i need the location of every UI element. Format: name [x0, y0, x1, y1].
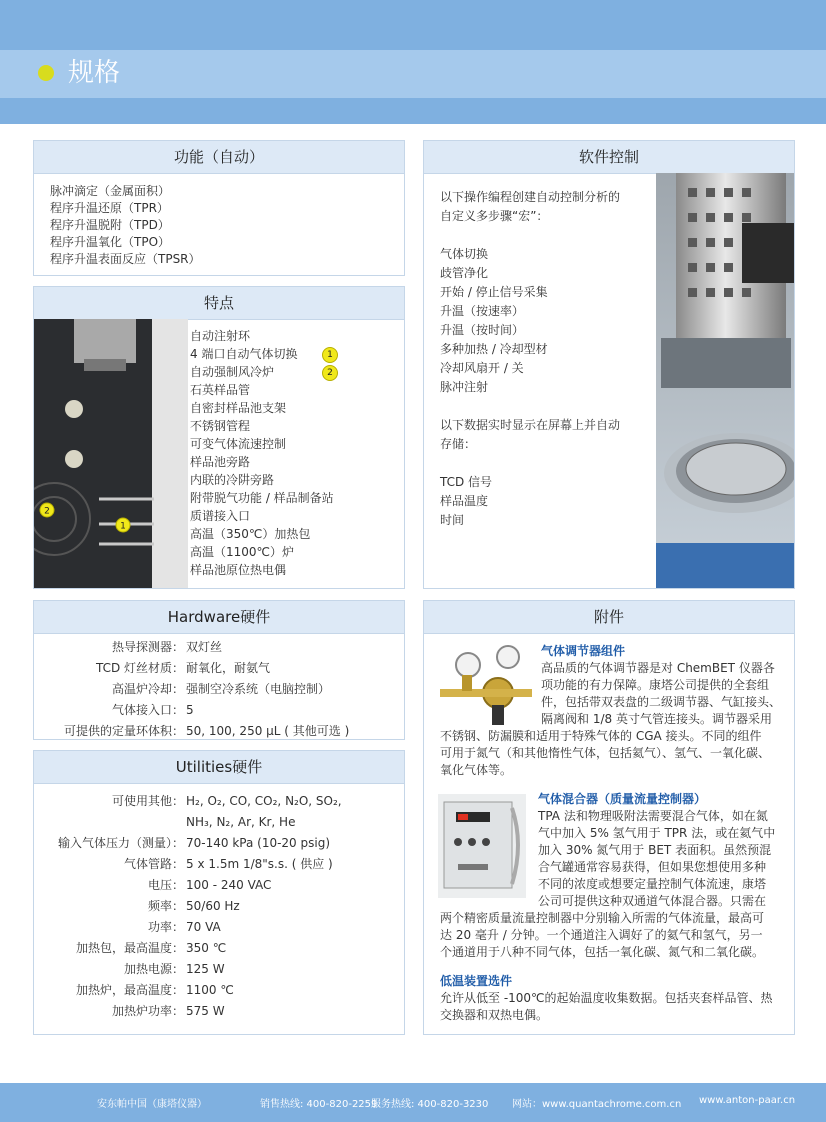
accessories-panel [423, 600, 795, 1035]
realtime-item: 时间 [440, 513, 465, 527]
feature-item: 质谱接入口 [190, 509, 251, 523]
furnace-photo [656, 173, 795, 589]
table-row: 电压： 100 - 240 VAC [147, 878, 272, 892]
table-row: 热导探测器： 双灯丝 [111, 640, 223, 654]
list-item: 程序升温氧化（TPO） [50, 235, 171, 249]
footer-bar [0, 1083, 826, 1122]
table-row: 加热包，最高温度： 350 ℃ [75, 941, 227, 955]
list-item: 程序升温脱附（TPD） [50, 218, 170, 232]
hardware-panel [33, 600, 405, 740]
table-row: 功率： 70 VA [147, 920, 221, 934]
feature-badge: 2 [322, 365, 338, 381]
functions-panel [33, 140, 405, 276]
title-bullet-icon [38, 65, 54, 81]
feature-item: 附带脱气功能 / 样品制备站 [190, 491, 334, 505]
instrument-back-photo [34, 319, 188, 589]
macro-item: 歧管净化 [440, 266, 489, 280]
footer-sales-hotline: 销售热线: 400-820-2259 [260, 1099, 378, 1110]
list-item: 脉冲滴定（金属面积） [50, 184, 171, 198]
cryo-text: 允许从低至 -100℃的起始温度收集数据。包括夹套样品管、热 交换器和双热电偶。 [440, 991, 773, 1022]
feature-item: 石英样品管 [190, 383, 251, 397]
feature-badge: 1 [322, 347, 338, 363]
list-item: 程序升温表面反应（TPSR） [50, 252, 201, 266]
realtime-item: TCD 信号 [440, 475, 493, 489]
photo-badge-label: 1 [120, 521, 126, 532]
mixer-section [440, 791, 785, 961]
realtime-item: 样品温度 [440, 494, 489, 508]
table-row: 频率： 50/60 Hz [147, 899, 240, 913]
feature-item: 样品池旁路 [190, 455, 251, 469]
functions-list [50, 183, 201, 268]
software-intro-line: 自定义多步骤“宏”： [440, 209, 549, 223]
regulator-title: 气体调节器组件 [541, 644, 626, 658]
feature-item: 不锈钢管程 [190, 419, 251, 433]
software-heading: 软件控制 [424, 141, 794, 174]
functions-heading: 功能（自动） [34, 141, 404, 174]
utilities-heading: Utilities硬件 [34, 751, 404, 784]
table-row: TCD 灯丝材质： 耐氧化，耐氨气 [95, 661, 271, 675]
cryo-section [440, 973, 785, 1024]
table-row: 可提供的定量环体积： 50, 100, 250 μL ( 其他可选 ) [63, 724, 350, 738]
realtime-intro-line: 存储： [440, 437, 477, 451]
table-row: 气体管路： 5 x 1.5m 1/8"s.s. ( 供应 ) [123, 857, 333, 871]
feature-item: 内联的冷阱旁路 [190, 473, 275, 487]
regulator-section [440, 643, 785, 779]
mixer-text: TPA 法和物理吸附法需要混合气体，如在氮 气中加入 5% 氢气用于 TPR 法，或在氦气中 加入 30% 氮气用于 BET 表面积。虽然预混 合气罐通常容易获得，但如果您想使用多种 不同的浓度或想要定量控制气体流速，康塔 公司可提供这种双通道气体混合器。只需在 两个精密质量流量控制器中分别输入所需的气体流量，最高可 达 20 毫升 / 分钟。一个通道注入调好了的氦气和氢气，另一 个通道用于八种不同气体，包括一氧化碳、氮气和二氧化碳。 [440, 809, 776, 959]
header-title-band [0, 50, 826, 98]
utilities-table [34, 791, 342, 1022]
table-row: 气体接入口： 5 [111, 703, 194, 717]
macro-item: 脉冲注射 [440, 380, 489, 394]
hardware-table [34, 637, 349, 742]
table-row: NH₃, N₂, Ar, Kr, He [186, 815, 296, 829]
macro-item: 升温（按速率） [440, 304, 525, 318]
mixer-title: 气体混合器（质量流量控制器） [538, 792, 707, 806]
realtime-intro-line: 以下数据实时显示在屏幕上并自动 [440, 418, 621, 432]
regulator-text: 高品质的气体调节器是对 ChemBET 仪器各 项功能的有力保障。康塔公司提供的全套组 件，包括带双表盘的二级调节器、气缸接头、 隔离阀和 1/8 英寸气管连接头。调节器采用 不锈钢、防漏膜和适用于特殊气体的 CGA 接头。不同的组件 可用于氮气（和其他惰性气体，包括氦气）、氢气、一氧化碳、 氧化气体等。 [440, 661, 782, 777]
feature-item: 4 端口自动气体切换 1 [190, 345, 334, 363]
cryo-title: 低温装置选件 [440, 974, 513, 988]
table-row: 加热电源： 125 W [123, 962, 225, 976]
footer-service-hotline: 服务热线: 400-820-3230 [371, 1099, 489, 1110]
photo-badge-label: 2 [44, 506, 50, 517]
software-intro-line: 以下操作编程创建自动控制分析的 [440, 190, 621, 204]
table-row: 可使用其他： H₂, O₂, CO, CO₂, N₂O, SO₂, [111, 794, 342, 808]
features-heading: 特点 [34, 287, 404, 320]
macro-item: 多种加热 / 冷却型材 [440, 342, 548, 356]
list-item: 程序升温还原（TPR） [50, 201, 169, 215]
footer-website-link[interactable]: 网站：www.quantachrome.com.cn [512, 1099, 682, 1110]
feature-item: 样品池原位热电偶 [190, 563, 287, 577]
macro-item: 气体切换 [440, 247, 489, 261]
header-band-bottom [0, 98, 826, 124]
macro-item: 冷却风扇开 / 关 [440, 361, 524, 375]
feature-item: 高温（350℃）加热包 [190, 527, 311, 541]
table-row: 输入气体压力（测量）： 70-140 kPa (10-20 psig) [57, 836, 330, 850]
software-panel [423, 140, 795, 589]
feature-item: 可变气体流速控制 [190, 437, 287, 451]
macro-item: 开始 / 停止信号采集 [440, 285, 548, 299]
feature-item: 自动注射环 [190, 329, 251, 343]
footer-website2-link[interactable]: www.anton-paar.cn [699, 1095, 796, 1106]
features-panel [33, 286, 405, 589]
header-band-top [0, 0, 826, 50]
hardware-heading: Hardware硬件 [34, 601, 404, 634]
software-text [440, 188, 620, 530]
table-row: 加热炉，最高温度： 1100 ℃ [75, 983, 234, 997]
feature-item: 自密封样品池支架 [190, 401, 287, 415]
accessories-heading: 附件 [424, 601, 794, 634]
feature-item: 高温（1100℃）炉 [190, 545, 295, 559]
page-title: 规格 [68, 58, 121, 88]
table-row: 加热炉功率： 575 W [111, 1004, 225, 1018]
footer-company: 安东帕中国（康塔仪器） [97, 1099, 207, 1110]
features-list [190, 327, 334, 579]
feature-item: 自动强制风冷炉 2 [190, 363, 334, 381]
macro-item: 升温（按时间） [440, 323, 525, 337]
table-row: 高温炉冷却： 强制空冷系统（电脑控制） [111, 682, 331, 696]
utilities-panel [33, 750, 405, 1035]
